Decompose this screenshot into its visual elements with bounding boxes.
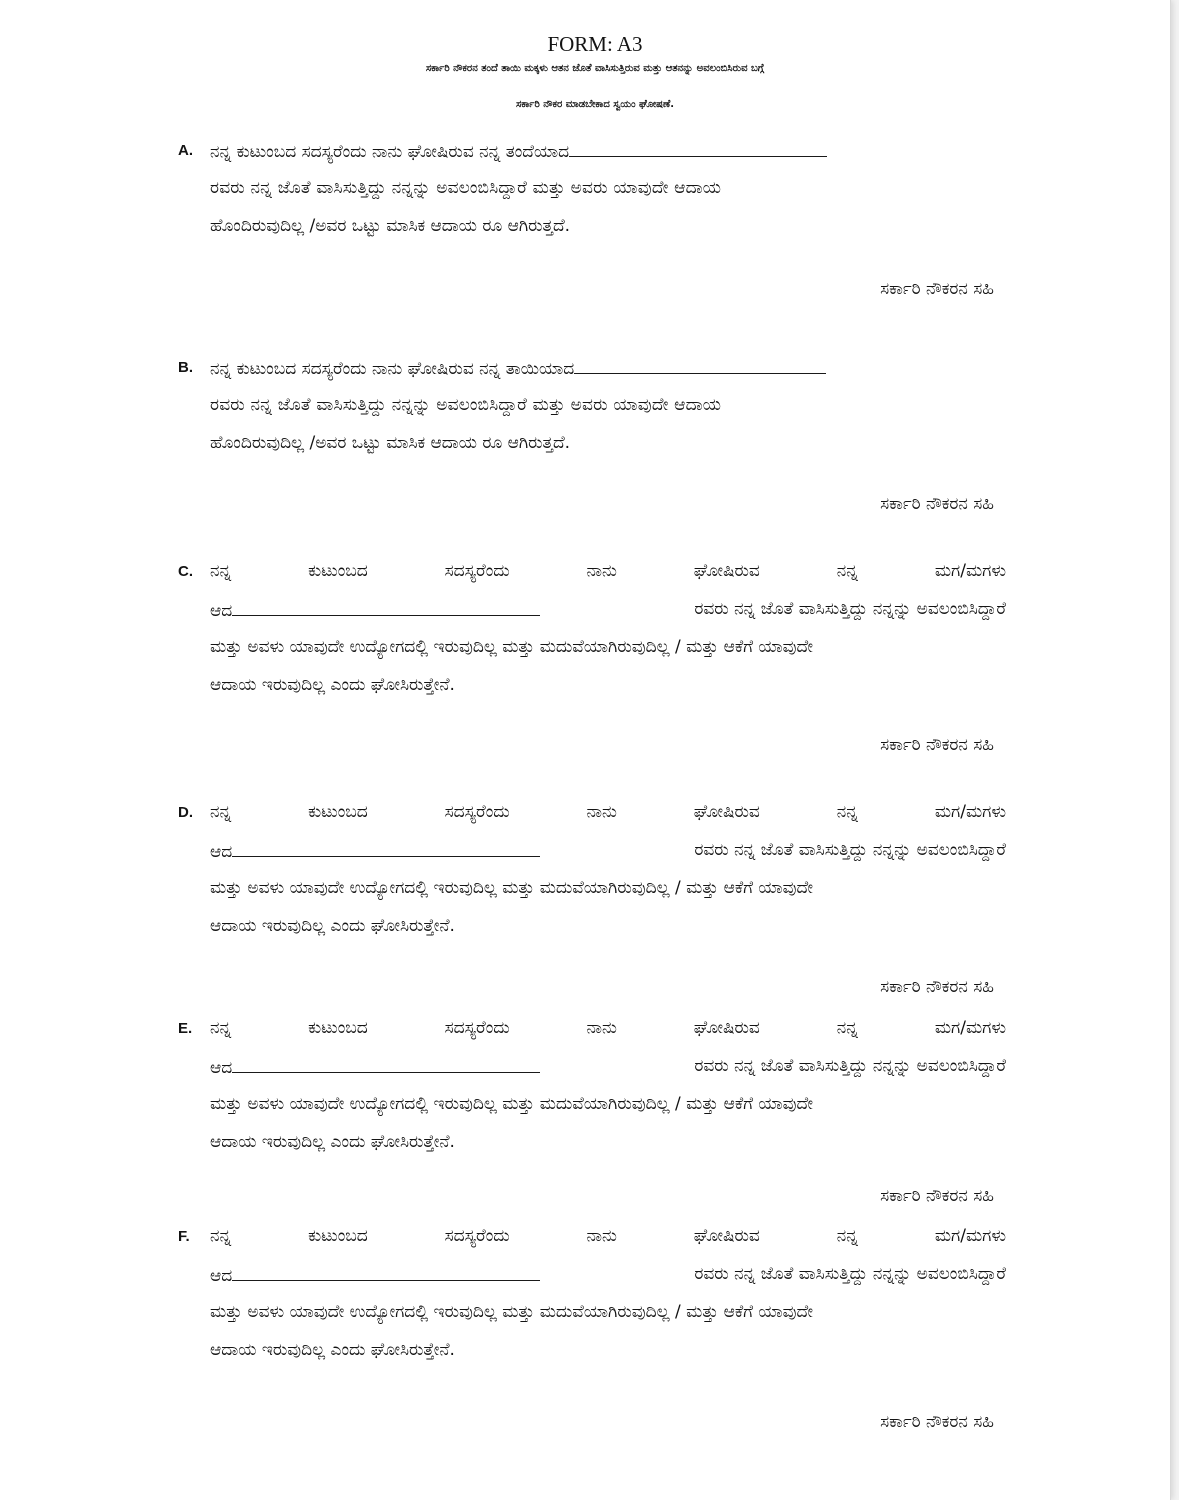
word: ನನ್ನ — [210, 802, 232, 822]
section-line-1 — [210, 559, 1006, 583]
section-line-2: ರವರು ನನ್ನ ಜೊತೆ ವಾಸಿಸುತ್ತಿದ್ದು ನನ್ನನ್ನು ಅವಲಂಬಿಸಿದ್ದಾರೆ ಮತ್ತು ಅವರು ಯಾವುದೇ ಆದಾಯ — [210, 178, 722, 198]
section-line-1 — [210, 800, 1006, 824]
word: ಘೋಷಿರುವ — [693, 1018, 760, 1038]
word: ಕುಟುಂಬದ — [308, 1018, 368, 1038]
section-line-4: ಆದಾಯ ಇರುವುದಿಲ್ಲ ಎಂದು ಘೋಸಿರುತ್ತೇನೆ. — [210, 675, 455, 695]
word: ಮಗ/ಮಗಳು — [934, 802, 1006, 822]
word: ಮಗ/ಮಗಳು — [934, 1226, 1006, 1246]
word: ಘೋಷಿರುವ — [693, 802, 760, 822]
section-letter: A. — [178, 142, 193, 159]
section-letter: B. — [178, 359, 193, 376]
form-code: FORM: A3 — [547, 32, 643, 56]
word: ನನ್ನ — [836, 561, 858, 581]
child-name-field — [210, 597, 540, 623]
section-line-3: ಮತ್ತು ಅವಳು ಯಾವುದೇ ಉದ್ಯೋಗದಲ್ಲಿ ಇರುವುದಿಲ್ಲ ಮತ್ತು ಮದುವೆಯಾಗಿರುವುದಿಲ್ಲ / ಮತ್ತು ಆಕೆಗೆ ಯಾವುದೇ — [210, 1302, 814, 1322]
section-text: ನನ್ನ ಕುಟುಂಬದ ಸದಸ್ಯರೆಂದು ನಾನು ಘೋಷಿರುವ ನನ್ನ ತಾಯಿಯಾದ — [210, 359, 575, 379]
word: ನನ್ನ — [836, 1018, 858, 1038]
section-line-4: ಆದಾಯ ಇರುವುದಿಲ್ಲ ಎಂದು ಘೋಸಿರುತ್ತೇನೆ. — [210, 1132, 455, 1152]
child-name-blank[interactable] — [232, 1262, 540, 1281]
section-line-2 — [210, 1262, 1006, 1288]
section-text: ಆದ — [210, 601, 233, 621]
signature-label: ಸರ್ಕಾರಿ ನೌಕರನ ಸಹಿ — [880, 279, 994, 299]
section-text: ರವರು ನನ್ನ ಜೊತೆ ವಾಸಿಸುತ್ತಿದ್ದು ನನ್ನನ್ನು ಅವಲಂಬಿಸಿದ್ದಾರೆ — [694, 1056, 1006, 1076]
form-heading-line-2: ಸರ್ಕಾರಿ ನೌಕರ ಮಾಡಬೇಕಾದ ಸ್ವಯಂ ಘೋಷಣೆ. — [515, 99, 675, 110]
signature-label: ಸರ್ಕಾರಿ ನೌಕರನ ಸಹಿ — [880, 494, 994, 514]
section-text: ರವರು ನನ್ನ ಜೊತೆ ವಾಸಿಸುತ್ತಿದ್ದು ನನ್ನನ್ನು ಅವಲಂಬಿಸಿದ್ದಾರೆ — [694, 1264, 1006, 1284]
section-letter: C. — [178, 563, 193, 580]
section-text: ಆದ — [210, 1058, 233, 1078]
section-text: ಆದ — [210, 1266, 233, 1286]
word: ಸದಸ್ಯರೆಂದು — [444, 561, 510, 581]
signature-label: ಸರ್ಕಾರಿ ನೌಕರನ ಸಹಿ — [880, 735, 994, 755]
word: ನನ್ನ — [210, 1018, 232, 1038]
word: ಮಗ/ಮಗಳು — [934, 561, 1006, 581]
section-line-3: ಮತ್ತು ಅವಳು ಯಾವುದೇ ಉದ್ಯೋಗದಲ್ಲಿ ಇರುವುದಿಲ್ಲ ಮತ್ತು ಮದುವೆಯಾಗಿರುವುದಿಲ್ಲ / ಮತ್ತು ಆಕೆಗೆ ಯಾವುದೇ — [210, 637, 814, 657]
word: ನನ್ನ — [210, 1226, 232, 1246]
section-letter: E. — [178, 1020, 193, 1037]
section-line-1 — [210, 1224, 1006, 1248]
word: ಘೋಷಿರುವ — [693, 1226, 760, 1246]
section-line-1 — [210, 1016, 1006, 1040]
form-heading-line-1: ಸರ್ಕಾರಿ ನೌಕರನ ತಂದೆ ತಾಯಿ ಮಕ್ಕಳು ಆತನ ಜೊತೆ ವಾಸಿಸುತ್ತಿರುವ ಮತ್ತು ಆತನನ್ನು ಅವಲಂಬಿಸಿರುವ ಬಗ್ಗೆ — [425, 63, 765, 74]
father-name-blank[interactable] — [569, 138, 827, 157]
signature-label: ಸರ್ಕಾರಿ ನೌಕರನ ಸಹಿ — [880, 1186, 994, 1206]
word: ನನ್ನ — [210, 561, 232, 581]
section-line-2 — [210, 1054, 1006, 1080]
section-text: ರವರು ನನ್ನ ಜೊತೆ ವಾಸಿಸುತ್ತಿದ್ದು ನನ್ನನ್ನು ಅವಲಂಬಿಸಿದ್ದಾರೆ — [694, 840, 1006, 860]
section-line-3: ಹೊಂದಿರುವುದಿಲ್ಲ /ಅವರ ಒಟ್ಟು ಮಾಸಿಕ ಆದಾಯ ರೂ ಆಗಿರುತ್ತದೆ. — [210, 433, 571, 453]
word: ಘೋಷಿರುವ — [693, 561, 760, 581]
word: ಸದಸ್ಯರೆಂದು — [444, 802, 510, 822]
word: ಕುಟುಂಬದ — [308, 802, 368, 822]
section-letter: F. — [178, 1228, 190, 1245]
word: ನಾನು — [586, 802, 617, 822]
word: ಕುಟುಂಬದ — [308, 561, 368, 581]
section-line-2 — [210, 838, 1006, 864]
word: ಕುಟುಂಬದ — [308, 1226, 368, 1246]
child-name-blank[interactable] — [232, 838, 540, 857]
word: ನಾನು — [586, 561, 617, 581]
section-line-2 — [210, 597, 1006, 623]
section-line-4: ಆದಾಯ ಇರುವುದಿಲ್ಲ ಎಂದು ಘೋಸಿರುತ್ತೇನೆ. — [210, 1340, 455, 1360]
section-line-3: ಹೊಂದಿರುವುದಿಲ್ಲ /ಅವರ ಒಟ್ಟು ಮಾಸಿಕ ಆದಾಯ ರೂ ಆಗಿರುತ್ತದೆ. — [210, 216, 571, 236]
child-name-field — [210, 1054, 540, 1080]
word: ಸದಸ್ಯರೆಂದು — [444, 1226, 510, 1246]
child-name-field — [210, 838, 540, 864]
word: ಸದಸ್ಯರೆಂದು — [444, 1018, 510, 1038]
section-line-2: ರವರು ನನ್ನ ಜೊತೆ ವಾಸಿಸುತ್ತಿದ್ದು ನನ್ನನ್ನು ಅವಲಂಬಿಸಿದ್ದಾರೆ ಮತ್ತು ಅವರು ಯಾವುದೇ ಆದಾಯ — [210, 395, 722, 415]
section-line-1 — [210, 355, 1006, 381]
word: ನನ್ನ — [836, 1226, 858, 1246]
signature-label: ಸರ್ಕಾರಿ ನೌಕರನ ಸಹಿ — [880, 1412, 994, 1432]
word: ಮಗ/ಮಗಳು — [934, 1018, 1006, 1038]
child-name-blank[interactable] — [232, 1054, 540, 1073]
section-letter: D. — [178, 804, 193, 821]
mother-name-blank[interactable] — [574, 355, 826, 374]
word: ನಾನು — [586, 1226, 617, 1246]
word: ನಾನು — [586, 1018, 617, 1038]
section-line-3: ಮತ್ತು ಅವಳು ಯಾವುದೇ ಉದ್ಯೋಗದಲ್ಲಿ ಇರುವುದಿಲ್ಲ ಮತ್ತು ಮದುವೆಯಾಗಿರುವುದಿಲ್ಲ / ಮತ್ತು ಆಕೆಗೆ ಯಾವುದೇ — [210, 1094, 814, 1114]
child-name-field — [210, 1262, 540, 1288]
section-text: ರವರು ನನ್ನ ಜೊತೆ ವಾಸಿಸುತ್ತಿದ್ದು ನನ್ನನ್ನು ಅವಲಂಬಿಸಿದ್ದಾರೆ — [694, 599, 1006, 619]
section-text: ನನ್ನ ಕುಟುಂಬದ ಸದಸ್ಯರೆಂದು ನಾನು ಘೋಷಿರುವ ನನ್ನ ತಂದೆಯಾದ — [210, 142, 570, 162]
section-line-1 — [210, 138, 1006, 164]
word: ನನ್ನ — [836, 802, 858, 822]
section-line-3: ಮತ್ತು ಅವಳು ಯಾವುದೇ ಉದ್ಯೋಗದಲ್ಲಿ ಇರುವುದಿಲ್ಲ ಮತ್ತು ಮದುವೆಯಾಗಿರುವುದಿಲ್ಲ / ಮತ್ತು ಆಕೆಗೆ ಯಾವುದೇ — [210, 878, 814, 898]
signature-label: ಸರ್ಕಾರಿ ನೌಕರನ ಸಹಿ — [880, 977, 994, 997]
section-line-4: ಆದಾಯ ಇರುವುದಿಲ್ಲ ಎಂದು ಘೋಸಿರುತ್ತೇನೆ. — [210, 916, 455, 936]
section-text: ಆದ — [210, 842, 233, 862]
child-name-blank[interactable] — [232, 597, 540, 616]
